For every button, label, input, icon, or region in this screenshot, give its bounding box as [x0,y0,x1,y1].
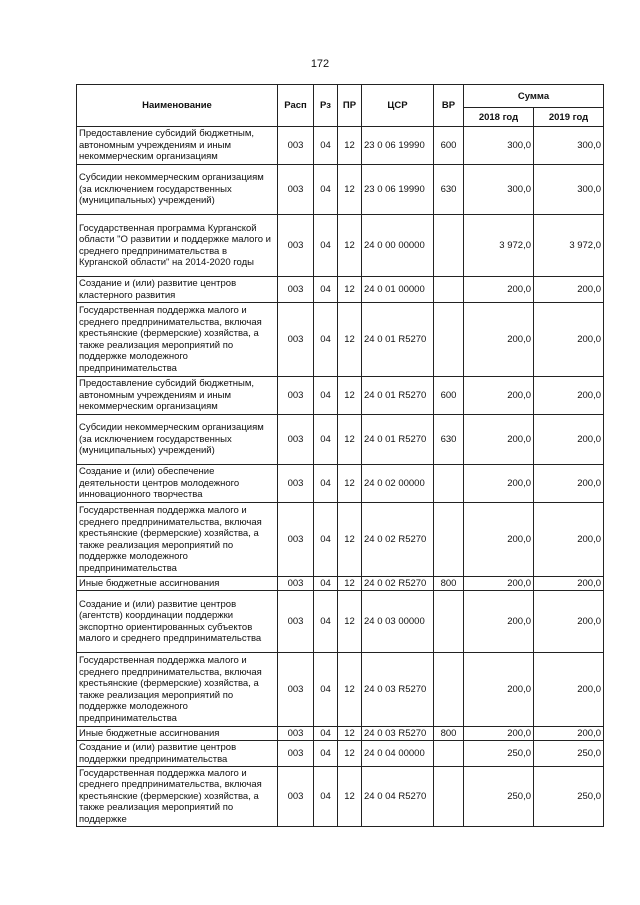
cell-y2019: 200,0 [534,503,604,577]
cell-name: Создание и (или) обеспечение деятельности центров молодежного инновационного творчества [77,465,278,503]
cell-pr: 12 [338,415,362,465]
cell-csr: 24 0 03 R5270 [362,653,434,727]
cell-y2019: 300,0 [534,127,604,165]
cell-vr [434,653,464,727]
cell-vr [434,591,464,653]
header-rz: Рз [314,85,338,127]
cell-csr: 24 0 02 00000 [362,465,434,503]
cell-pr: 12 [338,767,362,827]
cell-name: Иные бюджетные ассигнования [77,727,278,741]
cell-name: Государственная поддержка малого и среднего предпринимательства, включая крестьянские (фермерские) хозяйства, а также реализация мероприятий по поддержке молодежного предпринимательства [77,503,278,577]
table-row [77,591,604,653]
cell-rasp: 003 [278,577,314,591]
cell-rz: 04 [314,277,338,303]
table-row [77,767,604,827]
table-row [77,415,604,465]
cell-y2018: 300,0 [464,127,534,165]
cell-y2018: 200,0 [464,503,534,577]
cell-vr: 800 [434,727,464,741]
cell-vr [434,465,464,503]
cell-rz: 04 [314,653,338,727]
cell-csr: 24 0 03 R5270 [362,727,434,741]
cell-name: Создание и (или) развитие центров поддержки предпринимательства [77,741,278,767]
cell-rz: 04 [314,377,338,415]
cell-rasp: 003 [278,415,314,465]
cell-name: Предоставление субсидий бюджетным, автономным учреждениям и иным некоммерческим организациям [77,127,278,165]
cell-pr: 12 [338,741,362,767]
cell-rasp: 003 [278,303,314,377]
cell-csr: 23 0 06 19990 [362,127,434,165]
cell-y2019: 200,0 [534,465,604,503]
cell-name: Создание и (или) развитие центров (агентств) координации поддержки экспортно ориентированных субъектов малого и среднего предпринимательства [77,591,278,653]
cell-csr: 24 0 04 00000 [362,741,434,767]
cell-name: Субсидии некоммерческим организациям (за исключением государственных (муниципальных) учреждений) [77,165,278,215]
cell-rasp: 003 [278,591,314,653]
cell-csr: 24 0 00 00000 [362,215,434,277]
cell-csr: 24 0 01 00000 [362,277,434,303]
header-row [77,85,604,108]
cell-vr [434,503,464,577]
cell-rz: 04 [314,741,338,767]
cell-csr: 24 0 04 R5270 [362,767,434,827]
header-2018: 2018 год [464,108,534,127]
cell-y2018: 200,0 [464,465,534,503]
cell-rz: 04 [314,303,338,377]
header-sum: Сумма [464,85,604,108]
cell-name: Субсидии некоммерческим организациям (за исключением государственных (муниципальных) учреждений) [77,415,278,465]
cell-rasp: 003 [278,465,314,503]
header-pr: ПР [338,85,362,127]
cell-rasp: 003 [278,767,314,827]
cell-rasp: 003 [278,165,314,215]
header-2019: 2019 год [534,108,604,127]
cell-rz: 04 [314,465,338,503]
cell-rasp: 003 [278,377,314,415]
table-row [77,577,604,591]
cell-y2019: 200,0 [534,377,604,415]
budget-table [76,84,604,827]
header-name: Наименование [77,85,278,127]
cell-rz: 04 [314,767,338,827]
table-row [77,215,604,277]
cell-y2018: 200,0 [464,577,534,591]
cell-rz: 04 [314,127,338,165]
cell-rasp: 003 [278,653,314,727]
table-row [77,503,604,577]
cell-name: Государственная программа Курганской области "О развитии и поддержке малого и среднего предпринимательства в Курганской области" на 2014-2020 годы [77,215,278,277]
cell-vr [434,741,464,767]
cell-pr: 12 [338,577,362,591]
cell-name: Предоставление субсидий бюджетным, автономным учреждениям и иным некоммерческим организациям [77,377,278,415]
table-row [77,653,604,727]
cell-vr [434,277,464,303]
cell-y2018: 200,0 [464,591,534,653]
cell-rasp: 003 [278,277,314,303]
cell-name: Иные бюджетные ассигнования [77,577,278,591]
cell-vr: 800 [434,577,464,591]
cell-y2018: 250,0 [464,767,534,827]
cell-vr: 630 [434,165,464,215]
cell-y2018: 200,0 [464,303,534,377]
cell-vr: 600 [434,377,464,415]
cell-csr: 24 0 01 R5270 [362,377,434,415]
cell-rasp: 003 [278,127,314,165]
cell-name: Создание и (или) развитие центров кластерного развития [77,277,278,303]
cell-y2018: 250,0 [464,741,534,767]
cell-rz: 04 [314,165,338,215]
cell-y2019: 200,0 [534,591,604,653]
header-csr: ЦСР [362,85,434,127]
cell-rz: 04 [314,727,338,741]
cell-pr: 12 [338,377,362,415]
cell-pr: 12 [338,215,362,277]
table-body [77,127,604,827]
cell-y2019: 250,0 [534,741,604,767]
cell-y2019: 250,0 [534,767,604,827]
cell-y2019: 200,0 [534,415,604,465]
cell-csr: 23 0 06 19990 [362,165,434,215]
cell-vr [434,767,464,827]
page-number: 172 [310,58,330,70]
cell-y2018: 200,0 [464,415,534,465]
table-row [77,127,604,165]
cell-name: Государственная поддержка малого и среднего предпринимательства, включая крестьянские (фермерские) хозяйства, а также реализация мероприятий по поддержке [77,767,278,827]
cell-pr: 12 [338,303,362,377]
header-vr: ВР [434,85,464,127]
cell-pr: 12 [338,653,362,727]
cell-name: Государственная поддержка малого и среднего предпринимательства, включая крестьянские (фермерские) хозяйства, а также реализация мероприятий по поддержке молодежного предпринимательства [77,303,278,377]
cell-vr: 600 [434,127,464,165]
cell-pr: 12 [338,165,362,215]
table-row [77,727,604,741]
cell-y2019: 200,0 [534,303,604,377]
cell-y2019: 200,0 [534,653,604,727]
cell-csr: 24 0 02 R5270 [362,577,434,591]
cell-vr [434,215,464,277]
cell-y2018: 200,0 [464,653,534,727]
cell-y2019: 3 972,0 [534,215,604,277]
cell-csr: 24 0 02 R5270 [362,503,434,577]
cell-y2018: 200,0 [464,277,534,303]
cell-rz: 04 [314,503,338,577]
cell-y2018: 200,0 [464,727,534,741]
cell-y2019: 300,0 [534,165,604,215]
cell-csr: 24 0 01 R5270 [362,303,434,377]
cell-y2019: 200,0 [534,577,604,591]
cell-y2019: 200,0 [534,727,604,741]
cell-y2018: 200,0 [464,377,534,415]
header-rasp: Расп [278,85,314,127]
cell-rasp: 003 [278,215,314,277]
cell-rz: 04 [314,415,338,465]
table-row [77,277,604,303]
cell-name: Государственная поддержка малого и среднего предпринимательства, включая крестьянские (фермерские) хозяйства, а также реализация мероприятий по поддержке молодежного предпринимательства [77,653,278,727]
table-row [77,741,604,767]
table-row [77,465,604,503]
cell-pr: 12 [338,277,362,303]
cell-y2019: 200,0 [534,277,604,303]
cell-y2018: 300,0 [464,165,534,215]
cell-pr: 12 [338,465,362,503]
cell-pr: 12 [338,127,362,165]
cell-vr [434,303,464,377]
table-row [77,377,604,415]
cell-csr: 24 0 03 00000 [362,591,434,653]
cell-csr: 24 0 01 R5270 [362,415,434,465]
cell-rz: 04 [314,591,338,653]
table-row [77,165,604,215]
cell-rz: 04 [314,577,338,591]
cell-rasp: 003 [278,503,314,577]
cell-vr: 630 [434,415,464,465]
cell-pr: 12 [338,591,362,653]
cell-rasp: 003 [278,741,314,767]
cell-y2018: 3 972,0 [464,215,534,277]
table-row [77,303,604,377]
cell-pr: 12 [338,503,362,577]
cell-pr: 12 [338,727,362,741]
cell-rz: 04 [314,215,338,277]
cell-rasp: 003 [278,727,314,741]
